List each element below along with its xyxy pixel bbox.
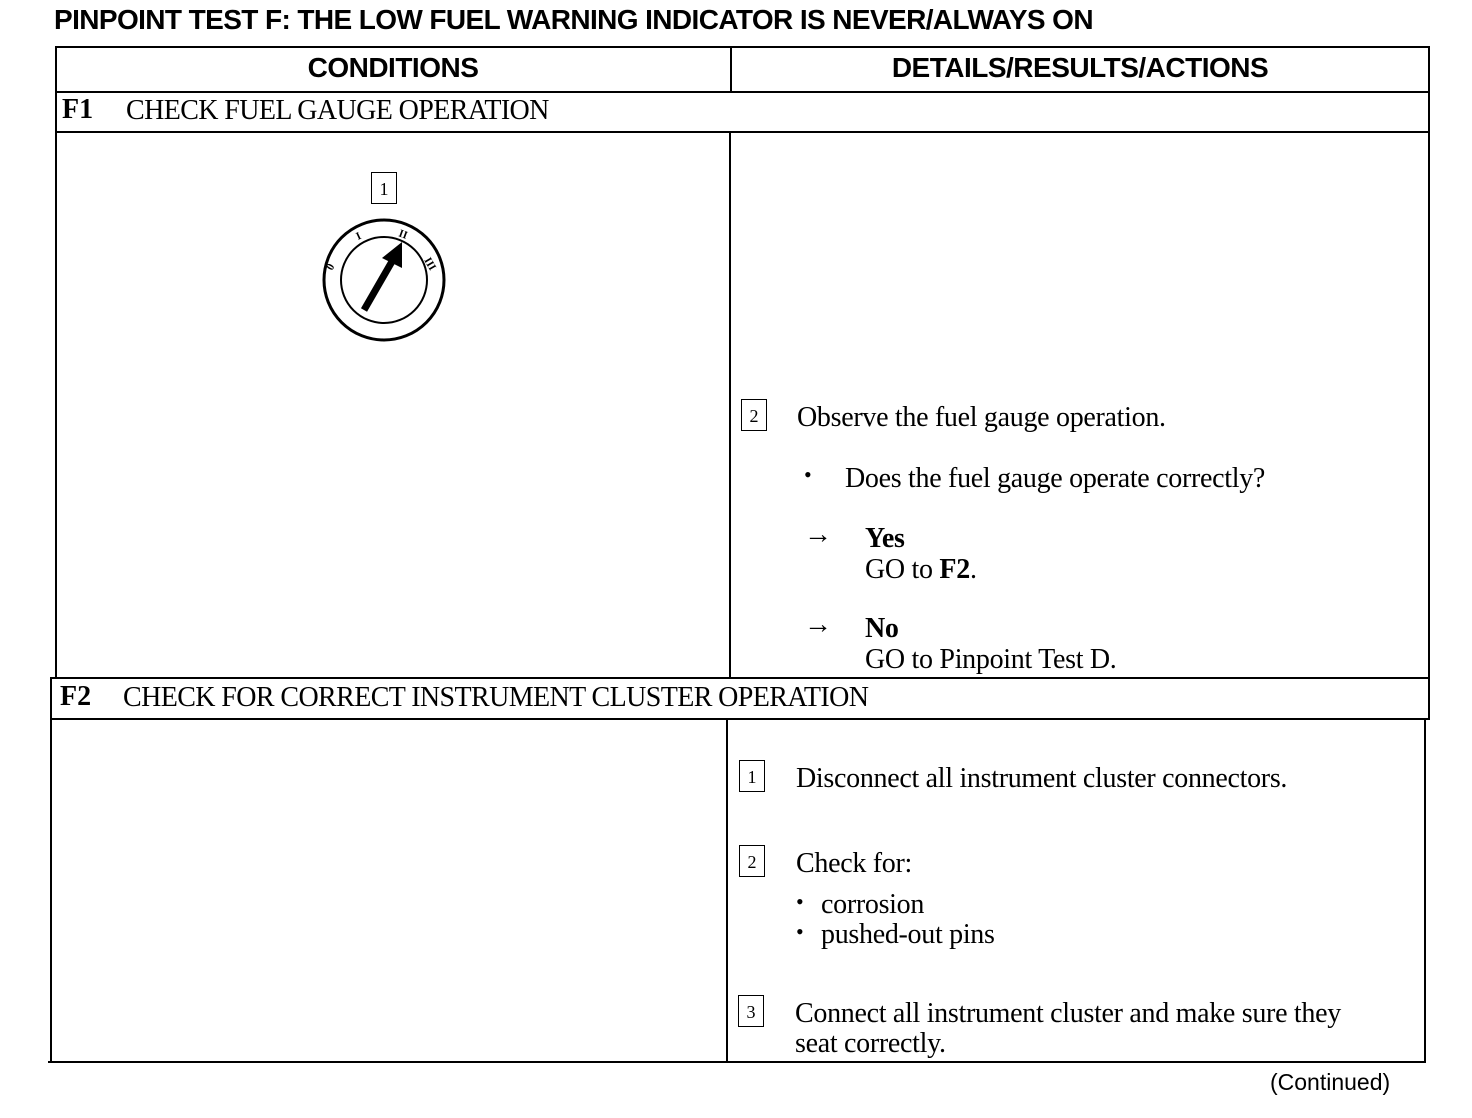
arrow-right-icon: → [804,519,832,550]
column-header-conditions: CONDITIONS [307,52,479,83]
f1-step-2-text: Observe the fuel gauge operation. [797,402,1166,433]
f2-step-1-text: Disconnect all instrument cluster connectors. [796,763,1288,794]
f2-step-2-number: 2 [739,845,765,877]
f2-section-id: F2 [60,681,92,712]
f2-step-3-text-line1: Connect all instrument cluster and make sure they [795,998,1341,1029]
continued-label: (Continued) [1270,1069,1391,1095]
ignition-position-0: 0 [324,261,338,273]
bullet-icon: • [804,462,812,487]
table-top-border [55,46,1430,48]
ignition-switch-icon [318,218,450,344]
f2-title-bottom-border [50,718,1428,720]
f1-condition-step-number: 1 [371,172,397,204]
bullet-icon: • [796,889,804,914]
column-header-details: DETAILS/RESULTS/ACTIONS [891,52,1269,83]
f2-step-2-text: Check for: [796,848,912,879]
f2-step-3-number: 3 [738,995,764,1027]
f2-section-title: CHECK FOR CORRECT INSTRUMENT CLUSTER OPERATION [123,682,869,713]
f2-check-item: corrosion [821,889,925,920]
bullet-icon: • [796,919,804,944]
f1-bottom-border [52,677,1430,679]
f1-step-2-number: 2 [741,399,767,431]
table-right-border-top [1428,46,1430,720]
table-right-border-bottom [1424,718,1426,1063]
f1-yes-label: Yes [865,523,905,554]
f1-yes-action: GO to F2. [865,554,977,585]
f1-title-bottom-border [55,131,1430,133]
f1-no-label: No [865,613,899,644]
ignition-position-3: III [421,255,439,273]
table-left-border-top [55,46,57,678]
arrow-right-icon: → [804,609,832,640]
f2-step-3-text-line2: seat correctly. [795,1028,946,1059]
f1-question: Does the fuel gauge operate correctly? [845,463,1266,494]
f1-no-action: GO to Pinpoint Test D. [865,644,1117,675]
f1-section-title: CHECK FUEL GAUGE OPERATION [126,95,549,126]
f1-section-id: F1 [62,94,94,125]
f2-check-item: pushed-out pins [821,919,995,950]
page-title: PINPOINT TEST F: THE LOW FUEL WARNING INDICATOR IS NEVER/ALWAYS ON [54,4,1093,35]
ignition-position-1: I [354,230,364,243]
ignition-position-2: II [396,227,410,242]
column-divider-f2 [726,718,728,1063]
table-bottom-border [48,1061,1426,1063]
table-left-border-bottom [50,677,52,1063]
f2-step-1-number: 1 [739,760,765,792]
header-bottom-border [55,91,1430,93]
column-divider-f1 [729,131,731,678]
